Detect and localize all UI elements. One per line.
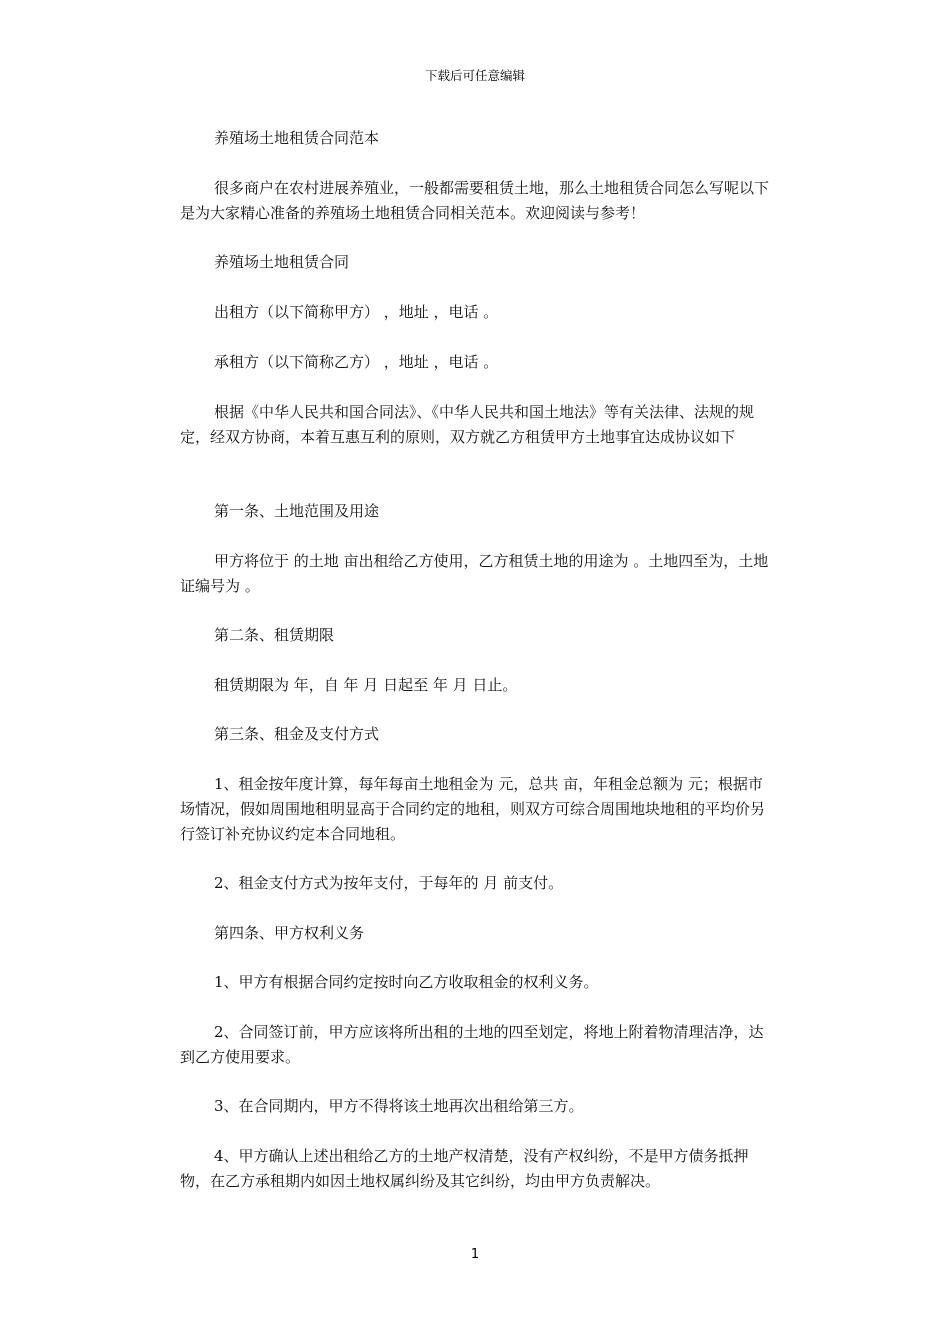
contract-title: 养殖场土地租赁合同: [214, 253, 350, 271]
article-4-item-3: 3、在合同期内，甲方不得将该土地再次出租给第三方。: [214, 1097, 584, 1115]
article-4-heading: 第四条、甲方权利义务: [214, 924, 365, 942]
article-3-item-2: 2、租金支付方式为按年支付，于每年的 月 前支付。: [214, 874, 564, 892]
article-4-item-2: 2、合同签订前，甲方应该将所出租的土地的四至划定，将地上附着物清理洁净，达到乙方使用要求。: [180, 1023, 764, 1066]
lessor-line: 出租方（以下简称甲方） ，地址 ，电话 。: [214, 303, 499, 321]
article-4-item-1: 1、甲方有根据合同约定按时向乙方收取租金的权利义务。: [214, 973, 599, 991]
article-1-body: 甲方将位于 的土地 亩出租给乙方使用，乙方租赁土地的用途为 。土地四至为，土地证编号为 。: [180, 552, 769, 595]
article-4-item-4: 4、甲方确认上述出租给乙方的土地产权清楚，没有产权纠纷，不是甲方债务抵押物，在乙方承租期内如因土地权属纠纷及其它纠纷，均由甲方负责解决。: [180, 1147, 749, 1190]
document-title: 养殖场土地租赁合同范本: [214, 129, 380, 147]
article-3-item-1: 1、租金按年度计算，每年每亩土地租金为 元，总共 亩，年租金总额为 元；根据市场情况，假如周围地租明显高于合同约定的地租，则双方可综合周围地块地租的平均价另行签订补充协议约定本合同地租。: [180, 775, 766, 843]
legal-basis-paragraph: 根据《中华人民共和国合同法》、《中华人民共和国土地法》等有关法律、法规的规定，经双方协商，本着互惠互利的原则，双方就乙方租赁甲方土地事宜达成协议如下: [180, 403, 755, 446]
edit-note-header: 下载后可任意编辑: [424, 68, 525, 83]
page-number: 1: [470, 1247, 480, 1262]
lessee-line: 承租方（以下简称乙方） ，地址 ，电话 。: [214, 353, 499, 371]
article-1-heading: 第一条、土地范围及用途: [214, 502, 380, 520]
article-2-body: 租赁期限为 年，自 年 月 日起至 年 月 日止。: [214, 676, 518, 694]
intro-paragraph: 很多商户在农村进展养殖业，一般都需要租赁土地，那么土地租赁合同怎么写呢以下是为大家精心准备的养殖场土地租赁合同相关范本。欢迎阅读与参考！: [180, 179, 770, 222]
article-2-heading: 第二条、租赁期限: [214, 626, 335, 644]
article-3-heading: 第三条、租金及支付方式: [214, 725, 380, 743]
